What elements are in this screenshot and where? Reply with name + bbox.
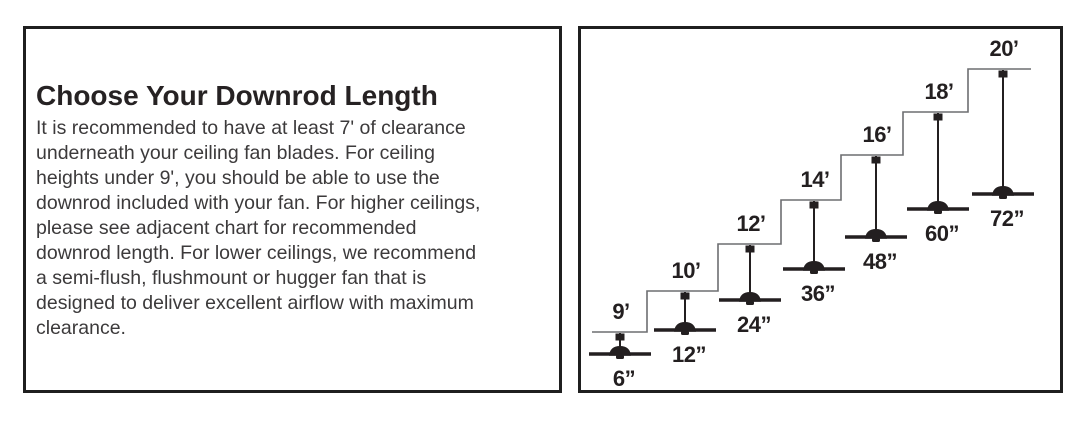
fan-step-group xyxy=(654,258,716,367)
fan-light-icon xyxy=(810,270,818,274)
fan-step-group xyxy=(845,122,907,274)
downrod-length-label: 72” xyxy=(990,206,1024,231)
ceiling-mount-icon xyxy=(999,71,1008,78)
fan-body-icon xyxy=(803,261,825,271)
body-line: underneath your ceiling fan blades. For ceiling xyxy=(36,142,435,164)
downrod-length-label: 60” xyxy=(925,221,959,246)
text-panel xyxy=(23,26,562,393)
ceiling-mount-icon xyxy=(681,293,690,300)
fan-body-icon xyxy=(992,186,1014,196)
fan-body-icon xyxy=(739,292,761,302)
body-line: clearance. xyxy=(36,317,126,339)
fan-light-icon xyxy=(616,355,624,359)
downrod-length-label: 6” xyxy=(612,366,636,390)
body-line: a semi-flush, flushmount or hugger fan that is xyxy=(36,267,427,289)
fan-body-icon xyxy=(865,229,887,239)
ceiling-mount-icon xyxy=(810,202,819,209)
fan-body-icon xyxy=(609,346,631,356)
fan-step-group xyxy=(719,211,781,337)
ceiling-height-label: 18’ xyxy=(924,79,954,104)
fan-step-group xyxy=(783,167,845,306)
fan-light-icon xyxy=(872,238,880,242)
page-title: Choose Your Downrod Length xyxy=(36,80,438,111)
downrod-length-label: 24” xyxy=(737,312,771,337)
body-line: designed to deliver excellent airflow with maximum xyxy=(36,292,474,314)
ceiling-height-label: 16’ xyxy=(862,122,892,147)
fan-step-group xyxy=(589,299,651,390)
ceiling-height-label: 12’ xyxy=(736,211,766,236)
fan-light-icon xyxy=(934,210,942,214)
ceiling-mount-icon xyxy=(616,334,625,341)
fan-step-group xyxy=(972,36,1034,231)
ceiling-mount-icon xyxy=(934,114,943,121)
ceiling-mount-icon xyxy=(872,157,881,164)
body-line: It is recommended to have at least 7' of clearance xyxy=(36,117,466,139)
ceiling-height-label: 20’ xyxy=(989,36,1019,61)
ceiling-height-label: 10’ xyxy=(671,258,701,283)
ceiling-height-label: 14’ xyxy=(800,167,830,192)
fan-body-icon xyxy=(674,322,696,332)
ceiling-mount-icon xyxy=(746,246,755,253)
body-line: heights under 9', you should be able to use the xyxy=(36,167,440,189)
downrod-length-label: 36” xyxy=(801,281,835,306)
body-line: downrod included with your fan. For higher ceilings, xyxy=(36,192,481,214)
downrod-length-label: 12” xyxy=(672,342,706,367)
diagram-panel xyxy=(578,26,1063,393)
body-line: downrod length. For lower ceilings, we recommend xyxy=(36,242,477,264)
downrod-length-diagram xyxy=(581,29,1060,390)
description-text xyxy=(26,116,559,341)
body-line: please see adjacent chart for recommended xyxy=(36,217,417,239)
ceiling-height-label: 9’ xyxy=(612,299,630,324)
fan-light-icon xyxy=(999,195,1007,199)
downrod-length-label: 48” xyxy=(863,249,897,274)
fan-light-icon xyxy=(681,331,689,335)
fan-light-icon xyxy=(746,301,754,305)
fan-body-icon xyxy=(927,201,949,211)
fan-step-group xyxy=(907,79,969,246)
